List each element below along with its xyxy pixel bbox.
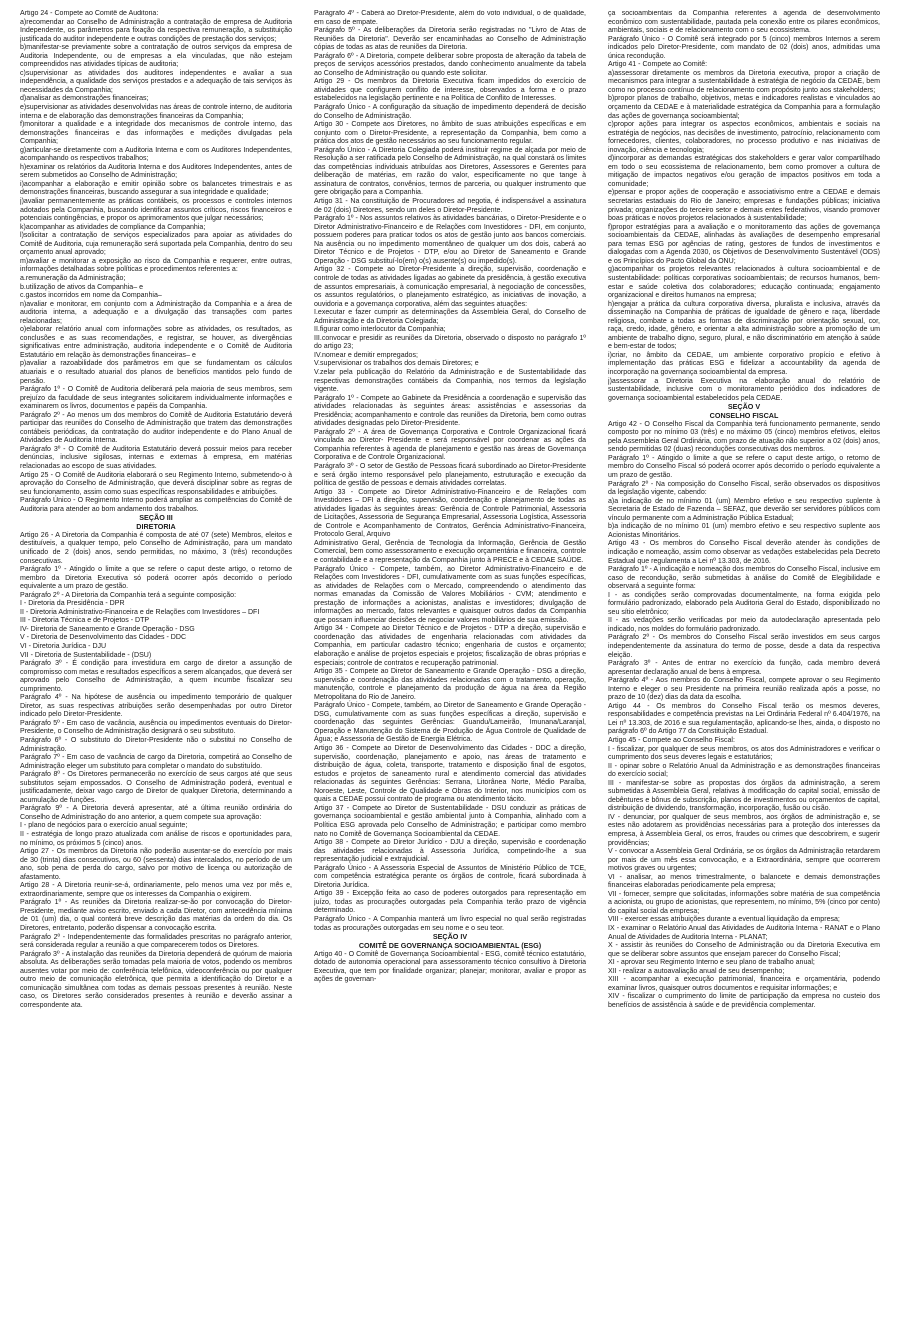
section-heading: COMITÊ DE GOVERNANÇA SOCIOAMBIENTAL (ESG) — [358, 940, 542, 950]
paragraph: Artigo 32 - Compete ao Diretor-Presidente a direção, supervisão, coordenação e controle de todas as atividades ligadas ao gabinete da presidência, à gestão executiva de assuntos empresariais, à comunicação empresarial, à negociação de concessões, os assuntos regulatórios, o planejamento estratégico, as iniciativas de inovação, a ouvidoria e a governança corporativa, além das seguintes atuações: — [314, 266, 586, 308]
paragraph: II - estratégia de longo prazo atualizada com análise de riscos e oportunidades para, no mínimo, os próximos 5 (cinco) anos. — [20, 831, 292, 847]
paragraph: Parágrafo Único - A Diretoria Colegiada poderá instituir regime de alçada por meio de Resolução a ser ratificada pelo Conselho de Administração, na qual constará os limites das competências individuais atribuídas aos Diretores, Assessores e Gerentes para deliberação de matérias, em razão do valor, especificamente no que tange à assinatura de contratos, convênios, termos de parceria, ou qualquer instrumento que gere obrigação para a Companhia. — [314, 146, 586, 197]
paragraph: III - Diretoria Técnica e de Projetos - DTP — [20, 617, 150, 625]
paragraph: Parágrafo 3º - O Comitê de Auditoria Estatutário deverá possuir meios para receber denúncias, inclusive sigilosas, internas e externas à empresa, em matérias relacionadas ao escopo de suas atividades. — [20, 445, 292, 470]
paragraph: IX - examinar o Relatório Anual das Atividades de Auditoria Interna - RANAT e o Plano Anual de Atividades de Auditoria Interna - PLANAT; — [608, 925, 880, 941]
paragraph: Parágrafo Único - Compete, também, ao Diretor Administrativo-Financeiro e de Relações com Investidores - DFI, cumulativamente com as suas funções específicas, as atividades de Relações com o Mercado, compreendendo o atendimento das normas emanadas da Comissão de Valores Mobiliários - CVM; atendimento e prestação de informações a acionistas, analistas e investidores; divulgação de informações ao mercado, fatos relevantes e quaisquer outros dados da Companhia que possam influenciar decisões de negociar valores mobiliários de sua emissão. — [314, 565, 586, 624]
paragraph: k)acompanhar as atividades de compliance da Companhia; — [20, 223, 206, 231]
section-heading: CONSELHO FISCAL — [709, 410, 779, 420]
paragraph: VII - Diretoria de Sustentabilidade - (DSU) — [20, 651, 152, 659]
paragraph: Artigo 38 - Compete ao Diretor Jurídico - DJU a direção, supervisão e coordenação das atividades relacionadas à Assessoria Jurídica, competindo-lhe a sua representação judicial e extrajudicial. — [314, 839, 586, 864]
paragraph: VII - fornecer, sempre que solicitadas, informações sobre matéria de sua competência a acionista, ou grupo de acionistas, que representem, no mínimo, 5% (cinco por cento) do capital social da empresa; — [608, 890, 880, 915]
paragraph: a)recomendar ao Conselho de Administração a contratação de empresa de Auditoria Independente, os parâmetros para fixação da respectiva remuneração, a substituição justificada do auditor independente e outras condições de prestação dos serviços; — [20, 18, 292, 43]
paragraph: l)solicitar a contratação de serviços especializados para apoiar as atividades do Comitê de Auditoria, cuja remuneração será suportada pela Companhia, dentro do seu orçamento anual aprovado; — [20, 232, 292, 257]
paragraph: Parágrafo Único - A configuração da situação de impedimento dependerá de decisão do Conselho de Administração. — [314, 104, 586, 120]
paragraph: Artigo 31 - Na constituição de Procuradores ad negotia, é indispensável a assinatura de 02 (dois) Diretores, sendo um deles o Diretor-Presidente. — [314, 198, 586, 214]
paragraph: Artigo 45 - Compete ao Conselho Fiscal: — [608, 736, 735, 744]
paragraph: Administrativo Geral, Gerência de Tecnologia da Informação, Gerência de Gestão Comercial, bem como assessoramento e execução orçamentária e financeira, controle e contabilidade e a representação da Companhia junto à PRECE e à CEDAE SAÚDE. — [314, 539, 586, 564]
paragraph: Parágrafo 2º - A Diretoria da Companhia terá a seguinte composição: — [20, 591, 237, 599]
paragraph: f)propor estratégias para a avaliação e o monitoramento das ações de governança socioambientais da CEDAE, alinhadas às avaliações de desempenho empresarial para temas ESG por agências de rating, gestores de fundos de investimentos e dialogadas com a Agenda 2030, os Objetivos de Desenvolvimento Sustentável (ODS) e os Princípios do Pacto Global da ONU; — [608, 223, 880, 265]
paragraph: Parágrafo Único - A Companhia manterá um livro especial no qual serão registradas todas as procurações outorgadas em seu nome e o seu teor. — [314, 915, 586, 932]
paragraph: Artigo 35 - Compete ao Diretor de Saneamento e Grande Operação - DSG a direção, supervisão e coordenação das atividades relacionadas com o tratamento, operação, manutenção, controle e planejamento da produção de água na área da Região Metropolitana do Rio de Janeiro. — [314, 668, 586, 701]
paragraph: Artigo 43 - Os membros do Conselho Fiscal deverão atender às condições de indicação e nomeação, assim como observar as vedações estabelecidas pela Decreto Estadual que regulamenta a Lei nº 13.303, de 2016. — [608, 540, 880, 565]
paragraph: b)propor planos de trabalho, objetivos, metas e indicadores realistas e vinculados ao orçamento da CEDAE e à materialidade estratégica da Companhia para a formulação das ações de governança socioambiental; — [608, 95, 880, 120]
paragraph: Artigo 36 - Compete ao Diretor de Desenvolvimento das Cidades - DDC a direção, supervisão, coordenação, planejamento e apoio, nas áreas de tratamento e distribuição de água, coleta, transporte, tratamento e disposição final de esgotos, estudos e projetos de saneamento rural e atendimento comercial das atividades relacionadas às seguintes Gerências: Serrana, Litorânea Norte, Médio Paraíba, Noroeste, Leste, Controle de Qualidade e Obras do Interior, nos municípios com os quais a CEDAE possui contrato de programa ou atendimento tácito. — [314, 745, 586, 804]
column-2 — [314, 10, 586, 1311]
paragraph: ça socioambientais da Companhia referentes à agenda de desenvolvimento econômico com sustentabilidade, pautada pela conexão entre os pilares econômicos, ambientais, sociais e de relacionamento com o seu ecossistema. — [608, 10, 880, 35]
paragraph: I - Diretoria da Presidência - DPR — [20, 600, 125, 608]
paragraph: g)acompanhar os projetos relevantes relacionados à cultura socioambiental e de sustentabilidade: políticas corporativas socioambientais; de recursos humanos, bem-estar e saúde coletiva dos colaboradores; educação continuada; engajamento organizacional e direitos humanos na empresa; — [608, 266, 880, 300]
paragraph: Parágrafo 9º - A Diretoria deverá apresentar, até a última reunião ordinária do Conselho de Administração do ano anterior, a quem compete sua aprovação: — [20, 805, 292, 821]
paragraph: d)incorporar as demandas estratégicas dos stakeholders e gerar valor compartilhado em todo o seu ecossistema de relacionamento, bem como promover a cultura de mitigação de impactos negativos e/ou geração de impactos positivos em toda a comunidade; — [608, 155, 880, 188]
paragraph: Artigo 33 - Compete ao Diretor Administrativo-Financeiro e de Relações com Investidores – DFI a direção, supervisão, coordenação e planejamento de todas as atividades ligadas às seguintes áreas: Gerência de Controle Patrimonial, Assessoria de Licitações, Assessoria de Segurança Empresarial, Assessoria Logística, Assessoria de Controle e Acompanhamento de Contratos, Gerência Administrativo-Financeira, Protocolo Geral, Arquivo — [314, 488, 586, 539]
paragraph: Parágrafo 6º - A Diretoria, compete deliberar sobre proposta de alteração da tabela de preços de serviços acessórios prestados, dando conhecimento anualmente da tabela ao Conselho de Administração ou quando este solicitar. — [314, 52, 586, 77]
paragraph: b)manifestar-se previamente sobre a contratação de outros serviços da empresa de Auditoria Independente, ou de empresas a ela vinculadas, que não estejam compreendidos nas atividades típicas de auditoria; — [20, 44, 292, 69]
paragraph: Artigo 42 - O Conselho Fiscal da Companhia terá funcionamento permanente, sendo composto por no mínimo 03 (três) e no máximo 05 (cinco) membros efetivos, eleitos pela Assembleia Geral Ordinária, com prazo de atuação não superior a 02 (dois) anos, sendo permitidas 02 (duas) reconduções consecutivas dos membros. — [608, 420, 880, 454]
paragraph: VI - Diretoria Jurídica - DJU — [20, 642, 107, 650]
paragraph: Parágrafo 1º - A indicação e nomeação dos membros do Conselho Fiscal, inclusive em caso de recondução, serão submetidas à análise do Comitê de Elegibilidade e observará a seguinte forma: — [608, 566, 880, 591]
paragraph: Parágrafo Único - A Assessoria Especial de Assuntos de Ministério Público de TCE, com competência estratégica perante os órgãos de controle, ficará subordinada à Diretoria Jurídica. — [314, 864, 586, 889]
paragraph: Parágrafo 4º - Aos membros do Conselho Fiscal, compete aprovar o seu Regimento Interno e eleger o seu Presidente na primeira reunião realizada após a posse, no prazo de 10 (dez) dias da data da escolha. — [608, 677, 880, 702]
paragraph: II - as vedações serão verificadas por meio da autodeclaração apresentada pelo indicado, nos moldes do formulário padronizado. — [608, 617, 880, 633]
paragraph: IV.nomear e demitir empregados; — [314, 351, 418, 359]
paragraph: m)avaliar e monitorar a exposição ao risco da Companhia e requerer, entre outras, informações detalhadas sobre políticas e procedimentos referentes a: — [20, 257, 292, 274]
paragraph: Parágrafo 2º - Independentemente das formalidades prescritas no parágrafo anterior, será considerada regular a reunião a que comparecerem todos os Diretores. — [20, 933, 292, 950]
paragraph: Artigo 26 - A Diretoria da Companhia é composta de até 07 (sete) Membros, eleitos e destituíveis, a qualquer tempo, pelo Conselho de Administração, para um mandato unificado de 2 (dois) anos, sendo permitidas, no máximo, 3 (três) reconduções consecutivas. — [20, 531, 292, 565]
section-heading: SEÇÃO IV — [432, 932, 468, 942]
paragraph: Parágrafo Único - O Regimento Interno poderá ampliar as competências do Comitê de Auditoria para atender ao bom andamento dos trabalhos. — [20, 497, 292, 513]
paragraph: Artigo 40 - O Comitê de Governança Socioambiental - ESG, comitê técnico estatutário, dotado de autonomia operacional para assessoramento técnico consultivo à Diretoria Executiva, que tem por finalidade organizar; planejar; monitorar, avaliar e propor as ações de governan- — [314, 950, 586, 984]
paragraph: Parágrafo 1º - Atingido o limite a que se refere o caput deste artigo, o retorno de membro do Conselho Fiscal só poderá ocorrer após decorrido o período equivalente a um prazo de gestão. — [608, 454, 880, 480]
paragraph: Parágrafo 1º - Atingido o limite a que se refere o caput deste artigo, o retorno de membro da Diretoria Executiva só poderá ocorrer após decorrido o período equivalente a um prazo de gestão. — [20, 566, 292, 591]
paragraph: n)avaliar e monitorar, em conjunto com a Administração da Companhia e a área de auditoria interna, a adequação e a divulgação das transações com partes relacionadas; — [20, 300, 292, 325]
paragraph: d)analisar as demonstrações financeiras; — [20, 95, 149, 103]
paragraph: Artigo 27 - Os membros da Diretoria não poderão ausentar-se do exercício por mais de 30 (trinta) dias consecutivos, ou 60 (sessenta) dias intercalados, no período de um ano, sob pena de perda do cargo, salvo por motivo de licença ou autorização de afastamento. — [20, 848, 292, 881]
paragraph: X - assistir às reuniões do Conselho de Administração ou da Diretoria Executiva em que se deliberar sobre assuntos que ensejam parecer do Conselho Fiscal; — [608, 942, 880, 958]
paragraph: XIII - acompanhar a execução patrimonial, financeira e orçamentária, podendo examinar livros, quaisquer outros documentos e requisitar informações; e — [608, 976, 880, 992]
paragraph: II.figurar como interlocutor da Companhia; — [314, 326, 446, 334]
paragraph: j)assessorar a Diretoria Executiva na elaboração anual do relatório de sustentabilidade, inclusive com o monitoramento periódico dos indicadores de governança socioambiental estabelecidos pela CEDAE. — [608, 377, 880, 402]
paragraph: Artigo 30 - Compete aos Diretores, no âmbito de suas atribuições específicas e em conjunto com o Diretor-Presidente, a representação da Companhia, bem como a prática dos atos de gestão necessários ao seu funcionamento regular. — [314, 121, 586, 146]
paragraph: Parágrafo 8º - Os Diretores permanecerão no exercício de seus cargos até que seus substitutos sejam empossados. O Conselho de Administração poderá, eventual e justificadamente, deixar vago cargo de Diretor de qualquer Diretoria, determinando a acumulação de funções. — [20, 771, 292, 804]
paragraph: i)criar, no âmbito da CEDAE, um ambiente corporativo propício e efetivo à implementação das práticas ESG e fidelizar a accountability da agenda de incorporação na governança socioambiental da empresa. — [608, 351, 880, 376]
paragraph: Artigo 39 - Excepção feita ao caso de poderes outorgados para representação em juízo, todas as procurações outorgadas pela Companhia terão prazo de vigência determinado. — [314, 890, 586, 915]
paragraph: III.convocar e presidir as reuniões da Diretoria, observado o disposto no parágrafo 1º do artigo 23; — [314, 334, 586, 351]
paragraph: I.executar e fazer cumprir as determinações da Assembleia Geral, do Conselho de Administração e da Diretoria Colegiada; — [314, 309, 586, 325]
paragraph: V - Diretoria de Desenvolvimento das Cidades - DDC — [20, 634, 187, 642]
paragraph: Artigo 29 - Os membros da Diretoria Executiva ficam impedidos do exercício de atividades que configurem conflito de interesse, observados a forma e o prazo estabelecidos na legislação pertinente e na Política de Conflito de Interesses. — [314, 78, 586, 103]
paragraph: V.supervisionar os trabalhos dos demais Diretores; e — [314, 360, 479, 368]
paragraph: Parágrafo 3º - O setor de Gestão de Pessoas ficará subordinado ao Diretor-Presidente e será órgão interno responsável pelo planejamento, estruturação e execução da política de gestão de pessoas e demais atividades correlatas. — [314, 462, 586, 488]
paragraph: o)elaborar relatório anual com informações sobre as atividades, os resultados, as conclusões e as suas recomendações, e registrar, se houver, as divergências significativas entre administração, auditoria independente e o Comitê de Auditoria Estatutário em relação às demonstrações financeiras– e — [20, 326, 292, 359]
paragraph: XI - aprovar seu Regimento Interno e seu plano de trabalho anual; — [608, 959, 815, 967]
paragraph: p)avaliar a razoabilidade dos parâmetros em que se fundamentam os cálculos atuariais e o resultado atuarial dos planos de benefícios mantidos pelo fundo de pensão. — [20, 360, 292, 385]
paragraph: Artigo 37 - Compete ao Diretor de Sustentabilidade - DSU conduzir as práticas de governança socioambiental e gestão ambiental junto à Companhia, alinhado com a Política ESG aprovada pelo Conselho de Administração; e participar como membro nato no Comitê de Governança Socioambiental da CEDAE. — [314, 804, 586, 838]
paragraph: Parágrafo 6º - O substituto do Diretor-Presidente não o substitui no Conselho de Administração. — [20, 736, 292, 753]
paragraph: Parágrafo 2º - A área de Governança Corporativa e Controle Organizacional ficará vinculada ao Diretor- Presidente e será responsável por coordenar as ações da Companhia referentes à agenda de planejamento e gestão nas áreas de Governança Corporativa e de Controle Organizacional. — [314, 428, 586, 462]
paragraph: Artigo 41 - Compete ao Comitê: — [608, 61, 708, 69]
paragraph: h)engajar a prática da cultura corporativa diversa, pluralista e inclusiva, através da disseminação na Companhia de práticas de igualdade de gênero e raça, liberdade religiosa, combate a todas as formas de discriminação por orientação sexual, cor, raça, credo, idade, gênero, e orientar a alta administração sobre a promoção de um ambiente de trabalho digno, seguro, plural, e não discriminatório em atenção à saúde e bem-estar de todos; — [608, 300, 880, 351]
paragraph: XIV - fiscalizar o cumprimento do limite de participação da empresa no custeio dos benefícios de assistência à saúde e de previdência complementar. — [608, 993, 880, 1009]
paragraph: c.gastos incorridos em nome da Companhia– — [20, 292, 162, 300]
paragraph: a)a indicação de no mínimo 01 (um) Membro efetivo e seu respectivo suplente à Secretaria de Estado de Fazenda – SEFAZ, que deverão ser servidores públicos com vínculo permanente com a Administração Pública Estadual; — [608, 497, 880, 522]
paragraph: I - plano de negócios para o exercício anual seguinte; — [20, 822, 188, 830]
paragraph: Parágrafo 1º - As reuniões da Diretoria realizar-se-ão por convocação do Diretor-Presidente, mediante aviso escrito, enviado a cada Diretor, com antecedência mínima de 01 (um) dia, o qual conterá breve descrição das matérias da ordem do dia. Os Diretores, entretanto, poderão dispensar a convocação escrita. — [20, 899, 292, 933]
paragraph: VI - analisar, ao menos trimestralmente, o balancete e demais demonstrações financeiras elaboradas periodicamente pela empresa; — [608, 873, 880, 890]
paragraph: j)avaliar permanentemente as práticas contábeis, os processos e controles internos adotados pela Companhia, buscando identificar assuntos críticos, riscos financeiros e potenciais contingências, e propor os aprimoramentos que julgar necessários; — [20, 198, 292, 223]
paragraph: IV - denunciar, por qualquer de seus membros, aos órgãos de administração e, se estes não adotarem as providências necessárias para a proteção dos interesses da empresa, à Assembleia Geral, os erros, fraudes ou crimes que descobrirem, e sugerir providências; — [608, 813, 880, 847]
column-1 — [20, 10, 292, 1311]
paragraph: b)a indicação de no mínimo 01 (um) membro efetivo e seu respectivo suplente aos Acionistas Minoritários. — [608, 523, 880, 539]
paragraph: Parágrafo 2º - Ao menos um dos membros do Comitê de Auditoria Estatutário deverá participar das reuniões do Conselho de Administração que tratem das demonstrações contábeis periódicas, da contratação do auditor independente e do Plano Anual de Atividades de Auditoria Interna. — [20, 411, 292, 445]
paragraph: a.remuneração da Administração; — [20, 274, 126, 282]
paragraph: Parágrafo 1º - O Comitê de Auditoria deliberará pela maioria de seus membros, sem prejuízo da faculdade de seus integrantes solicitarem individualmente informações e examinarem os livros, documentos e papéis da Companhia. — [20, 386, 292, 411]
section-heading: SEÇÃO V — [727, 402, 761, 412]
paragraph: Parágrafo 4º - Na hipótese de ausência ou impedimento temporário de qualquer Diretor, as suas respectivas atribuições serão desempenhadas por outro Diretor indicado pelo Diretor-Presidente. — [20, 694, 292, 719]
paragraph: Parágrafo Único - Compete, também, ao Diretor de Saneamento e Grande Operação - DSG, cumulativamente com as suas funções específicas a direção, supervisão e coordenação das seguintes Gerências: Guandu/Lameirão, Imunana/Laranjal, Operação e Manutenção do Sistema de Produção de Água Controle de Qualidade de Água; e Assessoria de Gestão de Energia Elétrica. — [314, 702, 586, 744]
paragraph: V.zelar pela publicação do Relatório da Administração e de Sustentabilidade das respectivas demonstrações contábeis da Companhia, nos termos da legislação vigente. — [314, 368, 586, 394]
paragraph: c)propor ações para integrar os aspectos econômicos, ambientais e sociais na estratégia de negócios, nas decisões de investimento, patrocínio, relacionamento com fornecedores, clientes, colaboradores, no processo produtivo e nas iniciativas de inovação, ciência e tecnologia; — [608, 121, 880, 154]
paragraph: Artigo 28 - A Diretoria reunir-se-á, ordinariamente, pelo menos uma vez por mês e, extraordinariamente, sempre que os interesses da Companhia o exigirem. — [20, 882, 292, 898]
paragraph: Artigo 24 - Compete ao Comitê de Auditoria: — [20, 10, 159, 17]
paragraph: XII - realizar a autoavaliação anual de seu desempenho; — [608, 967, 785, 975]
paragraph: II - opinar sobre o Relatório Anual da Administração e as demonstrações financeiras do exercício social; — [608, 762, 880, 779]
section-heading: DIRETORIA — [136, 522, 176, 532]
paragraph: a)assessorar diretamente os membros da Diretoria executiva, propor a criação de mecanismos para integrar a sustentabilidade à estratégia de negócio da CEDAE, bem como no processo contínuo de relacionamento com propósito junto aos stakeholders; — [608, 69, 880, 94]
paragraph: Parágrafo 2º - Os membros do Conselho Fiscal serão investidos em seus cargos independentemente da assinatura do termo de posse, desde a data da respectiva eleição. — [608, 634, 880, 659]
column-3 — [608, 10, 880, 1311]
paragraph: Artigo 44 - Os membros do Conselho Fiscal terão os mesmos deveres, responsabilidades e competência previstas na Lei Ordinária Federal nº 6.404/1976, na Lei nº 13.303, de 2016 e sua regulamentação, aplicando-se lhes, ainda, o disposto no parágrafo 6º do Artigo 77 da Constituição Estadual. — [608, 702, 880, 736]
paragraph: Parágrafo 2º - Na composição do Conselho Fiscal, serão observados os dispositivos da legislação vigente, cabendo: — [608, 480, 880, 497]
paragraph: Parágrafo 4º - Caberá ao Diretor-Presidente, além do voto individual, o de qualidade, em caso de empate. — [314, 10, 586, 26]
paragraph: g)articular-se diretamente com a Auditoria Interna e com os Auditores Independentes, acompanhando os respectivos trabalhos; — [20, 146, 292, 163]
paragraph: VIII - exercer essas atribuições durante a eventual liquidação da empresa; — [608, 916, 840, 924]
paragraph: c)supervisionar as atividades dos auditores independentes e avaliar a sua independência, a qualidade dos serviços prestados e a adequação de tais serviços às necessidades da Companhia; — [20, 69, 292, 94]
paragraph: I - fiscalizar, por qualquer de seus membros, os atos dos Administradores e verificar o cumprimento dos seus deveres legais e estatutários; — [608, 745, 880, 762]
paragraph: e)supervisionar as atividades desenvolvidas nas áreas de controle interno, de auditoria interna e de elaboração das demonstrações financeiras da Companhia; — [20, 104, 292, 120]
section-heading: SEÇÃO III — [139, 513, 173, 523]
paragraph: II - Diretoria Administrativo-Financeira e de Relações com Investidores – DFI — [20, 608, 260, 616]
text-columns — [20, 10, 880, 1311]
paragraph: IV- Diretoria de Saneamento e Grande Operação - DSG — [20, 625, 195, 633]
paragraph: Parágrafo 5º - Em caso de vacância, ausência ou impedimentos eventuais do Diretor-Presidente, o Conselho de Administração designará o seu substituto. — [20, 719, 292, 736]
paragraph: V - convocar a Assembleia Geral Ordinária, se os órgãos da Administração retardarem por mais de um mês essa convocação, e a Extraordinária, sempre que ocorrerem motivos graves ou urgentes; — [608, 848, 880, 873]
paragraph: e)pensar e propor ações de cooperação e associativismo entre a CEDAE e demais secretarias estaduais do Rio de Janeiro; empresas e fundações públicas; iniciativa privada; organizações do terceiro setor e demais entes federativos, visando promover boas práticas e novos projetos relacionados à sustentabilidade; — [608, 189, 880, 223]
paragraph: i)acompanhar a elaboração e emitir opinião sobre os balancetes trimestrais e as demonstrações financeiras, buscando assegurar a sua integridade e qualidade; — [20, 180, 292, 197]
paragraph: Parágrafo 3º - Antes de entrar no exercício da função, cada membro deverá apresentar declaração anual de bens à empresa. — [608, 660, 880, 676]
paragraph: Parágrafo 5º - As deliberações da Diretoria serão registradas no "Livro de Atas de Reuniões da Diretoria". Deverão ser encaminhadas ao Conselho de Administração cópias de todas as atas de reuniões da Diretoria. — [314, 27, 586, 52]
paragraph: h)examinar os relatórios da Auditoria Interna e dos Auditores Independentes, antes de serem submetidos ao Conselho de Administração; — [20, 163, 292, 180]
paragraph: I - as condições serão comprovadas documentalmente, na forma exigida pelo formulário padronizado, elaborado pela Auditoria Geral do Estado, disponibilizado no seu sítio eletrônico; — [608, 591, 880, 616]
paragraph: Parágrafo 1º - Compete ao Gabinete da Presidência a coordenação e supervisão das atividades relacionadas às seguintes áreas: assistências e assessorias da Presidência; acompanhamento e controle das reuniões da Diretoria, bem como outras atividades designadas pelo Diretor-Presidente. — [314, 394, 586, 428]
paragraph: b.utilização de ativos da Companhia– e — [20, 283, 144, 291]
paragraph: Parágrafo 3º - A instalação das reuniões da Diretoria dependerá de quórum de maioria absoluta. As deliberações serão tomadas pela maioria de votos, podendo os membros ausentes votar por meio de: conferência telefônica, videoconferência ou por qualquer outro meio de comunicação eletrônica, que permita a identificação do Diretor e a comunicação simultânea com todas as demais pessoas presentes à reunião. Neste caso, os Diretores serão considerados presentes à reunião e deverão assinar a correspondente ata. — [20, 950, 292, 1009]
paragraph: f)monitorar a qualidade e a integridade dos mecanismos de controle interno, das demonstrações financeiras e das informações e medições divulgadas pela Companhia; — [20, 121, 292, 146]
paragraph: III - manifestar-se sobre as propostas dos órgãos da administração, a serem submetidas à Assembleia Geral, relativas à modificação do capital social, emissão de debêntures e bônus de subscrição, planos de investimentos ou orçamentos de capital, distribuição de dividendo, transformação, incorporação, fusão ou cisão. — [608, 779, 880, 813]
paragraph: Artigo 34 - Compete ao Diretor Técnico e de Projetos - DTP a direção, supervisão e coordenação das atividades de engenharia relacionadas com atividades da Companhia, em particular cadastro técnico; engenharia de custos e orçamento; elaboração e análise de projetos especiais e projetos; fiscalização de obras próprias e especiais; controle de contratos e recuperação patrimonial. — [314, 625, 586, 667]
paragraph: Parágrafo 7º - Em caso de vacância de cargo da Diretoria, competirá ao Conselho de Administração eleger um substituto para completar o mandato do substituído. — [20, 754, 292, 770]
paragraph: Artigo 25 - O Comitê de Auditoria elaborará o seu Regimento Interno, submetendo-o à aprovação do Conselho de Administração, que deverá disciplinar sobre as regras de seu funcionamento, assim como suas específicas responsabilidades e atribuições. — [20, 471, 292, 496]
paragraph: Parágrafo 3º - É condição para investidura em cargo de diretor a assunção de compromisso com metas e resultados específicos a serem alcançados, que deverá ser aprovado pelo Conselho de Administração, a quem incumbe fiscalizar seu cumprimento. — [20, 660, 292, 693]
paragraph: Parágrafo 1º - Nos assuntos relativos às atividades bancárias, o Diretor-Presidente e o Diretor Administrativo-Financeiro e de Relações com Investidores - DFI, em conjunto, possuem poderes para praticar todos os atos de gestão junto aos bancos comerciais. Na ausência ou no impedimento momentâneo de qualquer um dos dois, caberá ao Diretor Técnico e de Projetos - DTP, e/ou ao Diretor de Saneamento e Grande Operação - DSG substituí-lo(em) o(s) ausente(s) ou impedido(s). — [314, 215, 586, 265]
paragraph: Parágrafo Único - O Comitê será integrado por 5 (cinco) membros Internos a serem indicados pelo Diretor-Presidente, com mandato de 02 (dois) anos, admitidas uma única recondução. — [608, 35, 880, 60]
